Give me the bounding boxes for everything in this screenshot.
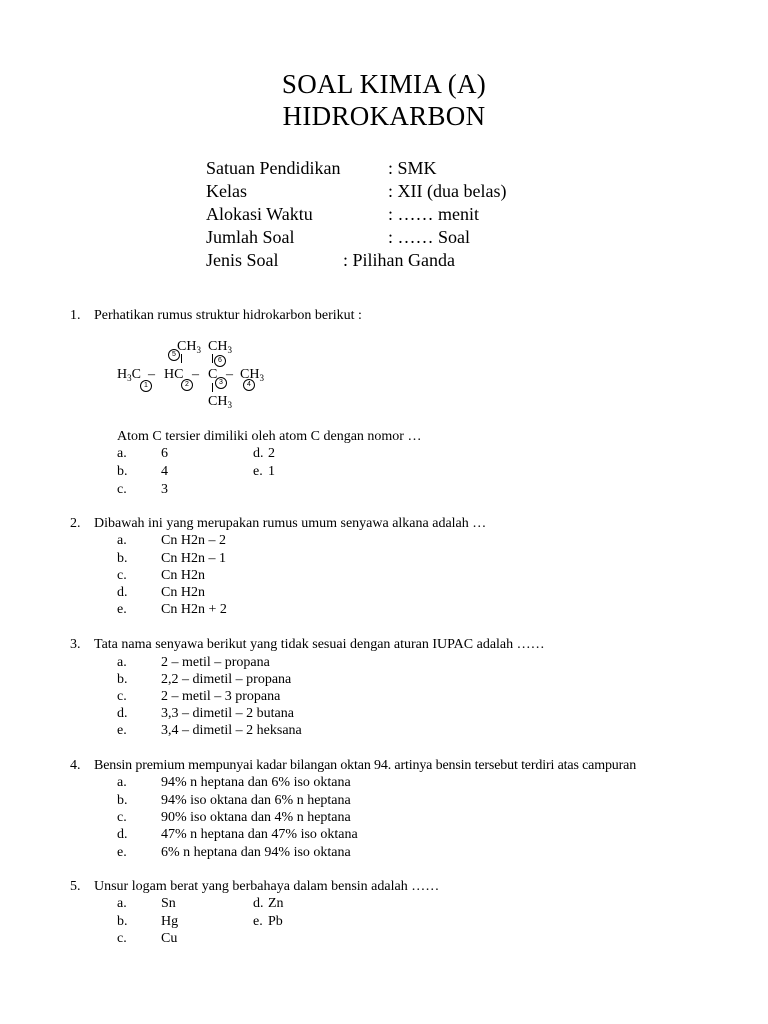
page-title: SOAL KIMIA (A)	[281, 69, 487, 99]
info-value: : SMK	[388, 158, 437, 178]
ch3-top-right: $CH_3$	[208, 339, 232, 355]
carbon-number-2: 2	[181, 379, 193, 391]
question-text: Dibawah ini yang merupakan rumus umum senyawa alkana adalah …	[94, 516, 487, 531]
carbon-number-1: 1	[140, 380, 152, 392]
info-value: : …… menit	[388, 204, 479, 224]
bond-vertical	[212, 383, 213, 392]
question-number: 2.	[70, 516, 81, 531]
bond-dash: –	[226, 367, 233, 382]
carbon-number-5: 5	[168, 349, 180, 361]
h3c-group: $H_3C$	[117, 367, 141, 383]
carbon-number-3: 3	[215, 377, 227, 389]
info-label: Kelas	[206, 181, 247, 201]
carbon-number-6: 6	[214, 355, 226, 367]
ch3-right: $CH_3$	[240, 367, 264, 383]
c-center: C	[208, 367, 218, 382]
info-value: : Pilihan Ganda	[343, 250, 455, 270]
info-label: Satuan Pendidikan	[206, 158, 341, 178]
info-label: Jenis Soal	[206, 250, 279, 270]
info-value: : XII (dua belas)	[388, 181, 507, 201]
question-text: Tata nama senyawa berikut yang tidak sesuai dengan aturan IUPAC adalah ……	[94, 637, 545, 652]
question-1-stem: Atom C tersier dimiliki oleh atom C dengan nomor …	[117, 429, 422, 444]
bond-dash: –	[148, 367, 155, 382]
carbon-number-4: 4	[243, 379, 255, 391]
question-number: 4.	[70, 758, 81, 773]
question-text: Bensin premium mempunyai kadar bilangan oktan 94. artinya bensin tersebut terdiri atas campuran	[94, 758, 637, 773]
page-subtitle: HIDROKARBON	[282, 101, 486, 131]
info-label: Jumlah Soal	[206, 227, 295, 247]
ch3-bottom: $CH_3$	[208, 394, 232, 410]
info-label: Alokasi Waktu	[206, 204, 313, 224]
question-number: 1.	[70, 308, 81, 323]
ch3-top-left: $CH_3$	[177, 339, 201, 355]
question-text: Unsur logam berat yang berbahaya dalam bensin adalah ……	[94, 879, 440, 894]
question-number: 3.	[70, 637, 81, 652]
bond-vertical	[181, 354, 182, 363]
question-text: Perhatikan rumus struktur hidrokarbon berikut :	[94, 308, 362, 323]
hc-group: HC	[164, 367, 184, 382]
bond-dash: –	[192, 367, 199, 382]
bond-vertical	[212, 354, 213, 363]
question-number: 5.	[70, 879, 81, 894]
info-value: : …… Soal	[388, 227, 471, 247]
